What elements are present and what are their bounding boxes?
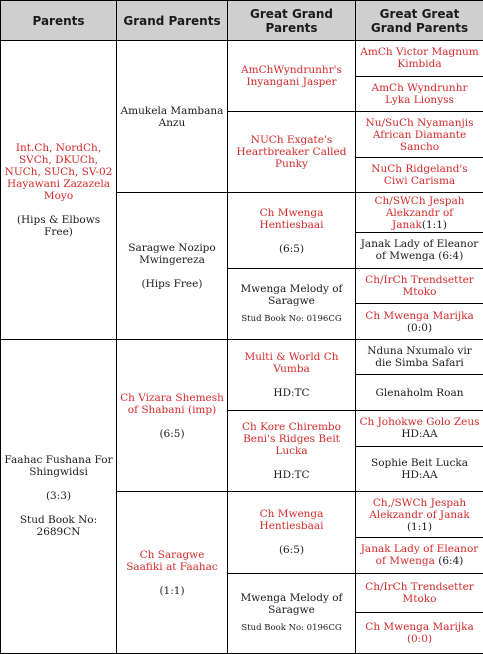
sds-sire-cell (356, 193, 483, 233)
sire-sire-name: Amukela Mambana Anzu (120, 104, 224, 129)
header-parents: Parents (1, 1, 117, 41)
ddd-sire-cell (356, 573, 483, 613)
sss-dam-name: AmCh Wyndrunhr Lyka Lionyss (371, 81, 468, 106)
ssd-dam-cell (356, 157, 483, 193)
dam-stud: Stud Book No: 2689CN (19, 514, 98, 539)
dsd-dam-cell (356, 446, 483, 492)
sdd-dam-score: (0:0) (406, 321, 433, 334)
ds-dam-name: Ch Kore Chirembo Beni's Ridges Beit Lucka (242, 421, 341, 458)
dd-sire-cell (228, 492, 356, 573)
sds-dam-name: Janak Lady of Eleanor of Mwenga (6:4) (360, 238, 479, 263)
dsd-sire-hd: HD:AA (401, 428, 438, 441)
ssd-sire-name: Nu/SuCh Nyamanjis African Diamante Sancho (365, 116, 474, 153)
sss-dam-cell (356, 76, 483, 112)
sd-sire-cell (228, 193, 356, 268)
dam-cell (1, 339, 117, 653)
ddd-dam-score: (0:0) (406, 633, 433, 646)
sire-dam-cell (117, 193, 228, 339)
ssd-dam-name: NuCh Ridgeland's Ciwi Carisma (371, 163, 468, 188)
dsd-sire-cell (356, 411, 483, 447)
dds-dam-cell (356, 538, 483, 574)
ds-dam-cell (228, 411, 356, 492)
dam-score: (3:3) (45, 490, 72, 503)
ss-sire-cell (228, 41, 356, 112)
header-grand-parents: Grand Parents (117, 1, 228, 41)
dam-sire-name: Ch Vizara Shemesh of Shabani (imp) (120, 391, 224, 416)
sd-sire-score: (6:5) (278, 242, 305, 255)
sdd-dam-cell (356, 304, 483, 340)
ddd-sire-name: Ch/IrCh Trendsetter Mtoko (365, 580, 474, 605)
sss-sire-name: AmCh Victor Magnum Kimbida (360, 46, 479, 71)
sds-sire-score: (1:1) (421, 218, 447, 231)
ddd-dam-name: Ch Mwenga Marijka (365, 621, 474, 634)
header-row (1, 1, 483, 41)
dd-sire-score: (6:5) (278, 544, 305, 557)
dss-sire-name: Nduna Nxumalo vir die Simba Safari (367, 345, 472, 370)
sire-dam-note: (Hips Free) (141, 278, 203, 291)
dd-dam-stud: Stud Book No: 0196CG (241, 623, 342, 634)
dss-dam-cell (356, 375, 483, 411)
sd-dam-cell (228, 268, 356, 339)
dds-sire-score: (1:1) (406, 520, 433, 533)
dss-dam-name: Glenaholm Roan (375, 386, 464, 399)
sdd-sire-name: Ch/IrCh Trendsetter Mtoko (365, 273, 474, 298)
dam-name: Faahac Fushana For Shingwidsi (4, 454, 113, 479)
dds-sire-cell (356, 492, 483, 538)
sire-dam-name: Saragwe Nozipo Mwingereza (128, 242, 216, 267)
dd-sire-name: Ch Mwenga Hentiesbaai (259, 508, 324, 533)
dds-dam-name: Janak Lady of Eleanor of Mwenga (360, 543, 479, 568)
dsd-dam-name: Sophie Beit Lucka (371, 456, 468, 469)
ss-sire-name: AmChWyndrunhr's Inyangani Jasper (241, 64, 342, 89)
dam-dam-score: (1:1) (159, 584, 185, 597)
sdd-sire-cell (356, 268, 483, 304)
header-great-great-grand-parents: Great Great Grand Parents (356, 1, 483, 41)
dds-sire-name: Ch,/SWCh Jespah Alekzandr of Janak (369, 496, 470, 521)
dam-dam-cell (117, 492, 228, 654)
sire-sire-cell (117, 41, 228, 193)
sd-sire-name: Ch Mwenga Hentiesbaai (259, 206, 324, 231)
ds-dam-hd: HD:TC (273, 469, 310, 482)
sss-sire-cell (356, 41, 483, 77)
dd-dam-cell (228, 573, 356, 653)
dam-sire-cell (117, 339, 228, 491)
ds-sire-cell (228, 339, 356, 410)
sd-dam-name: Mwenga Melody of Saragwe (240, 282, 343, 307)
dam-sire-score: (6:5) (159, 427, 185, 440)
sds-dam-cell (356, 233, 483, 269)
ds-sire-hd: HD:TC (273, 386, 310, 399)
sire-note: (Hips & Elbows Free) (16, 213, 101, 238)
sdd-dam-name: Ch Mwenga Marijka (365, 309, 474, 322)
ss-dam-cell (228, 112, 356, 193)
dsd-sire-name: Ch Johokwe Golo Zeus (359, 416, 480, 429)
dd-dam-name: Mwenga Melody of Saragwe (240, 592, 343, 617)
sire-name: Int.Ch, NordCh, SVCh, DKUCh, NUCh, SUCh, SV-02 Hayawani Zazazela Moyo (4, 141, 113, 202)
sds-sire-name: Ch/SWCh Jespah Alekzandr of Janak (374, 194, 465, 231)
ddd-dam-cell (356, 613, 483, 654)
sd-dam-stud: Stud Book No: 0196CG (241, 313, 342, 324)
ss-dam-name: NUCh Exgate's Heartbreaker Called Punky (236, 134, 347, 171)
header-great-grand-parents: Great Grand Parents (228, 1, 356, 41)
dss-sire-cell (356, 339, 483, 375)
ssd-sire-cell (356, 112, 483, 158)
dds-dam-score: (6:4) (438, 555, 464, 568)
dsd-dam-hd: HD:AA (401, 468, 438, 481)
dam-dam-name: Ch Saragwe Saafiki at Faahac (126, 548, 218, 573)
ds-sire-name: Multi & World Ch Vumba (244, 350, 339, 375)
sire-cell (1, 41, 117, 340)
